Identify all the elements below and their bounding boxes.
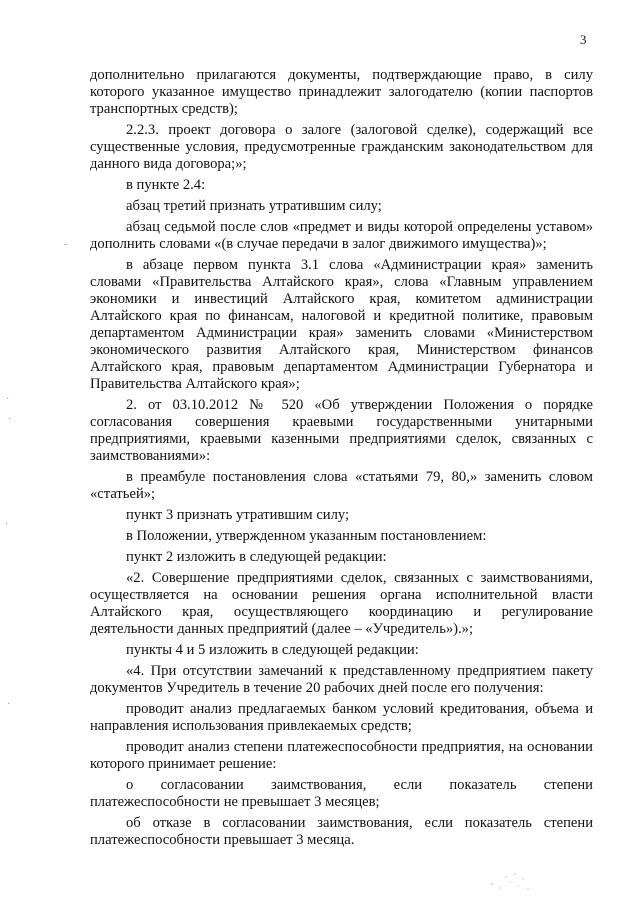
margin-mark: · [6, 394, 10, 405]
paragraph-13: пункты 4 и 5 изложить в следующей редакции: [126, 642, 419, 658]
document-body [90, 67, 593, 849]
margin-mark: · [8, 414, 12, 425]
paragraph-6: в абзаце первом пункта 3.1 слова «Администрации края» заменить словами «Правительства Алтайского края», слова «Главным управлением экономики и инвестиций Алтайского края, комитетом администрации Алтайского края по финансам, налоговой и кредитной политике, правовым департаментом Администрации края» заменить словами «Министерством экономического развития Алтайского края, Министерством финансов Алтайского края, правовым департаментом Администрации Губернатора и Правительства Алтайского края»; [90, 257, 593, 392]
paragraph-10: в Положении, утвержденном указанным постановлением: [126, 528, 487, 544]
margin-mark: - [64, 239, 68, 250]
paragraph-14: «4. При отсутствии замечаний к представленному предприятием пакету документов Учредитель в течение 20 рабочих дней после его получения: [90, 663, 593, 696]
scan-noise-marks [488, 868, 538, 892]
paragraph-1: дополнительно прилагаются документы, подтверждающие право, в силу которого указанное имущество принадлежит залогодателю (копии паспортов транспортных средств); [90, 67, 593, 117]
paragraph-16: проводит анализ степени платежеспособности предприятия, на основании которого принимает решение: [90, 739, 593, 772]
paragraph-5: абзац седьмой после слов «предмет и виды которой определены уставом» дополнить словами «(в случае передачи в залог движимого имущества)»; [90, 219, 593, 252]
margin-mark: · [7, 699, 11, 710]
paragraph-2: 2.2.3. проект договора о залоге (залоговой сделке), содержащий все существенные условия, предусмотренные гражданским законодательством для данного вида договора;»; [90, 122, 593, 172]
paragraph-15: проводит анализ предлагаемых банком условий кредитования, объема и направления использования привлекаемых средств; [90, 701, 593, 734]
paragraph-17: о согласовании заимствования, если показатель степени платежеспособности не превышает 3 месяцев; [90, 777, 593, 810]
paragraph-3: в пункте 2.4: [126, 177, 206, 193]
paragraph-18: об отказе в согласовании заимствования, если показатель степени платежеспособности превышает 3 месяца. [90, 815, 593, 848]
paragraph-12: «2. Совершение предприятиями сделок, связанных с заимствованиями, осуществляется на основании решения органа исполнительной власти Алтайского края, осуществляющего координацию и регулирование деятельности данных предприятий (далее – «Учредитель»).»; [90, 570, 593, 637]
paragraph-9: пункт 3 признать утратившим силу; [126, 507, 350, 523]
paragraph-11: пункт 2 изложить в следующей редакции: [126, 549, 387, 565]
margin-mark: · [5, 519, 9, 530]
paragraph-7: 2. от 03.10.2012 № 520 «Об утверждении Положения о порядке согласования совершения краевыми государственными унитарными предприятиями, краевыми казенными предприятиями сделок, связанных с заимствованиями»: [90, 397, 593, 464]
paragraph-4: абзац третий признать утратившим силу; [126, 198, 382, 214]
paragraph-8: в преамбуле постановления слова «статьями 79, 80,» заменить словом «статьей»; [90, 469, 593, 502]
page-number: 3 [580, 32, 587, 47]
